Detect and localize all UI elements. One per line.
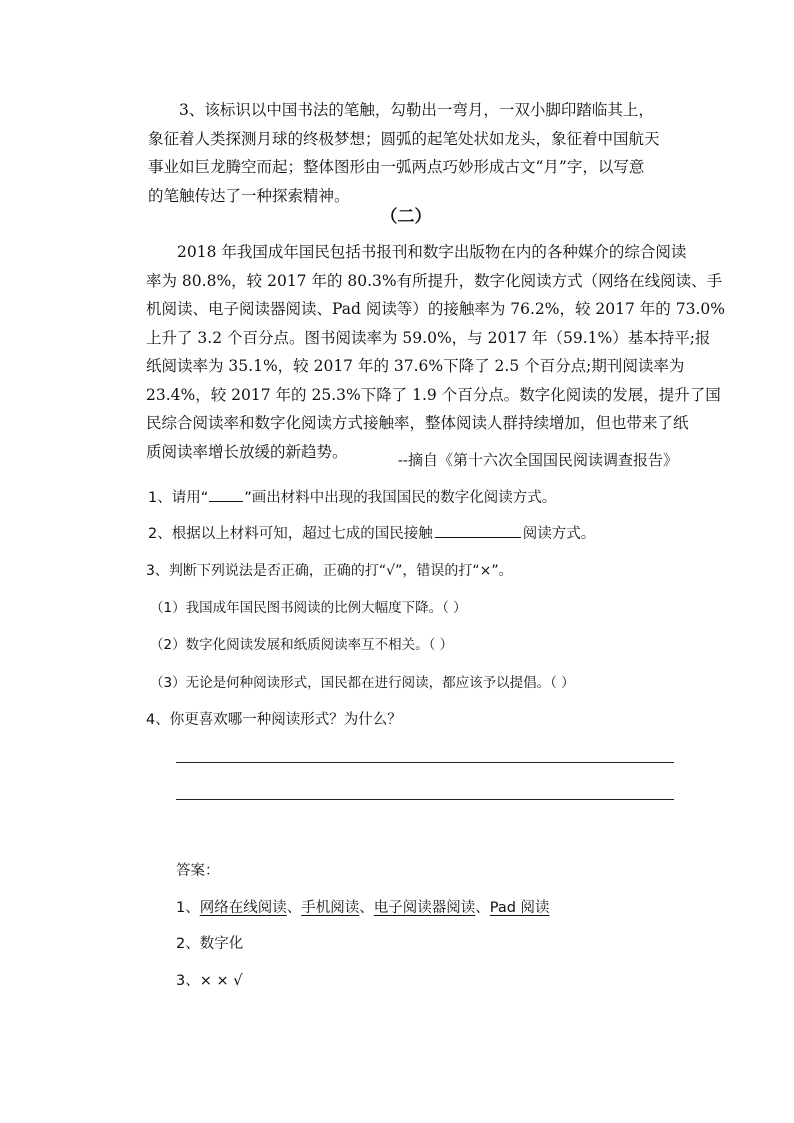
answer-1-prefix: 1、 [176,900,200,916]
answer-1-method: 手机阅读 [301,900,360,916]
underline-blank [209,487,243,502]
paragraph-line: 23.4%，较 2017 年的 25.3%下降了 1.9 个百分点。数字化阅读的发展，提升了国 [146,385,721,404]
answer-blank[interactable] [435,523,521,538]
reading-survey-paragraph [146,238,725,466]
answer-1-method: 电子阅读器阅读 [373,900,476,916]
source-citation: --摘自《第十六次全国国民阅读调查报告》 [397,451,678,469]
answer-1 [176,897,550,919]
answer-1-method: 网络在线阅读 [199,900,287,916]
paragraph-line: 2018 年我国成年国民包括书报刊和数字出版物在内的各种媒介的综合阅读 [177,243,687,261]
paragraph-line: 机阅读、电子阅读器阅读、Pad 阅读等）的接触率为 76.2%，较 2017 年的 73.0% [146,300,725,318]
writing-line[interactable] [176,799,674,800]
paragraph-line: 事业如巨龙腾空而起；整体图形由一弧两点巧妙形成古文“月”字，以写意 [148,158,645,176]
answer-1-method: Pad 阅读 [489,900,550,916]
answer-1-separator: 、 [359,900,374,916]
question-3-item-2: （2）数字化阅读发展和纸质阅读率互不相关。（ ） [150,637,454,653]
answer-3: 3、× × √ [176,973,243,989]
question-1 [148,487,556,509]
question-2 [148,523,595,545]
question-3-item-3: （3）无论是何种阅读形式，国民都在进行阅读，都应该予以提倡。（ ） [150,675,575,691]
question-1-prefix: 1、请用“ [148,490,209,506]
paragraph-line: 3、该标识以中国书法的笔触，勾勒出一弯月，一双小脚印踏临其上， [179,101,654,119]
answer-1-separator: 、 [475,900,490,916]
question-3-item-1: （1）我国成年国民图书阅读的比例大幅度下降。（ ） [150,600,467,616]
answer-1-separator: 、 [286,900,302,916]
answers-label: 答案： [176,863,220,879]
question-2-suffix: 阅读方式。 [522,526,596,542]
section-heading: （二） [380,207,432,227]
question-3: 3、判断下列说法是否正确，正确的打“√”，错误的打“×”。 [146,563,513,579]
paragraph-line: 质阅读率增长放缓的新趋势。 [146,442,348,461]
question-1-suffix: ”画出材料中出现的我国国民的数字化阅读方式。 [244,490,557,506]
question-4: 4、你更喜欢哪一种阅读形式？为什么？ [146,712,402,728]
paragraph-line: 上升了 3.2 个百分点。图书阅读率为 59.0%，与 2017 年（59.1%）基本持平;报 [146,328,711,347]
logo-description-paragraph [148,96,684,210]
question-2-prefix: 2、根据以上材料可知，超过七成的国民接触 [148,526,433,542]
paragraph-line: 纸阅读率为 35.1%，较 2017 年的 37.6%下降了 2.5 个百分点;期刊阅读率为 [146,357,685,375]
paragraph-line: 民综合阅读率和数字化阅读方式接触率，整体阅读人群持续增加，但也带来了纸 [146,414,689,432]
answer-2: 2、数字化 [176,936,244,952]
paragraph-line: 率为 80.8%，较 2017 年的 80.3%有所提升，数字化阅读方式（网络在线阅读、手 [146,271,723,290]
writing-line[interactable] [176,762,674,763]
paragraph-line: 象征着人类探测月球的终极梦想；圆弧的起笔处状如龙头，象征着中国航天 [148,129,660,148]
paragraph-line: 的笔触传达了一种探索精神。 [148,186,350,205]
